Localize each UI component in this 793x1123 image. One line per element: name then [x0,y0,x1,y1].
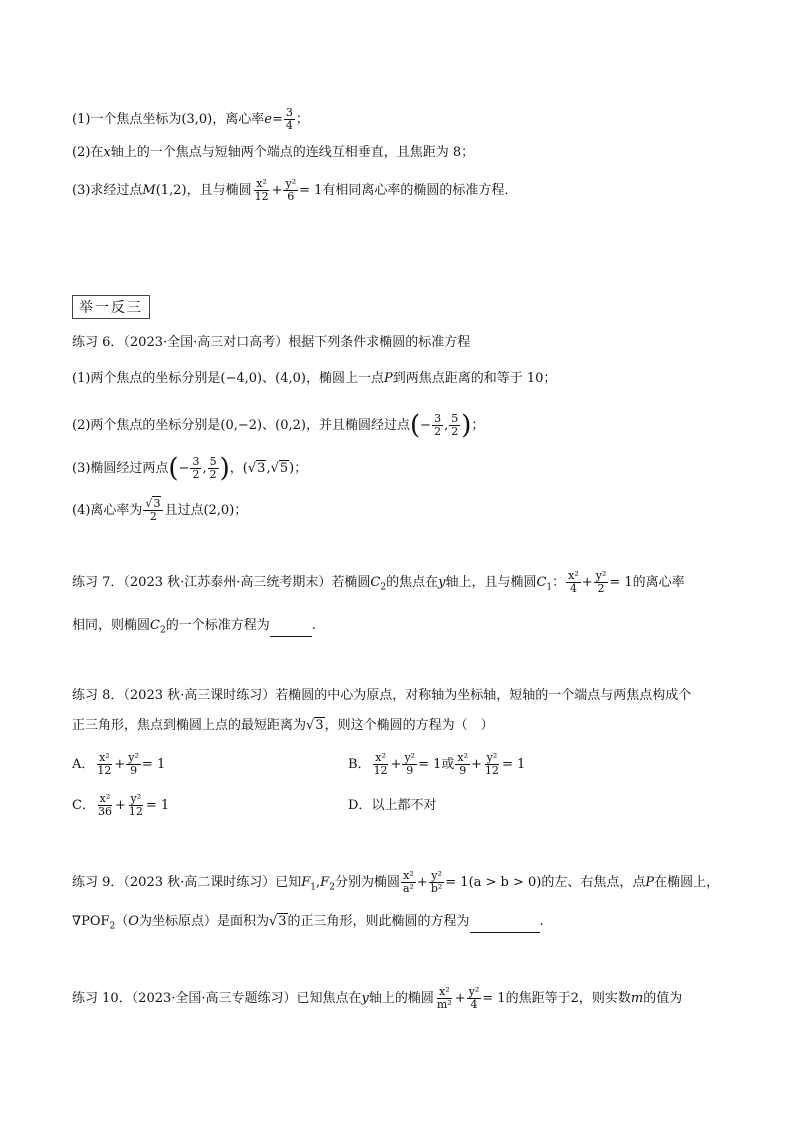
answer-blank [270,616,312,637]
den: 2 [209,468,217,481]
den: 2 [434,425,442,438]
den: 12 [128,805,143,818]
sub: 1 [546,582,553,593]
fraction [190,456,201,481]
den: 2 [149,510,157,523]
text: 到两焦点距离的和等于 10； [392,371,557,386]
num: y² [486,751,498,764]
den: 2 [192,468,200,481]
comma: , [202,461,207,476]
text: ，离心率 [212,112,265,127]
num: 3 [192,455,200,468]
sub: 1 [310,882,317,893]
den: 9 [130,764,138,777]
text: ，并且椭圆经过点 [305,418,410,433]
num: x² [375,751,386,764]
fraction [594,570,609,595]
var-C: C [536,575,547,590]
sqrt-sign: √ [145,497,153,510]
option-a[interactable] [72,752,165,777]
answer-blank [470,912,540,933]
option-label: A． [72,757,95,772]
minus: − [178,461,190,476]
sub: 2 [380,582,387,593]
ex10-line-1 [72,986,682,1011]
eq: = 1 [609,575,633,590]
var-C: C [150,618,160,633]
text: (1)一个焦点坐标为 [72,112,182,127]
den: 4 [569,582,577,595]
var-F: F [301,875,311,890]
var-C: C [370,575,381,590]
condition: = 1(a > b > 0) [445,875,542,890]
prev-item-2 [72,143,474,163]
fraction [435,986,454,1011]
den: 12 [97,764,112,777]
ex6-item-3 [72,453,308,484]
text: 轴上的椭圆 [368,991,434,1006]
comma: , [316,875,321,890]
plus: + [454,991,466,1006]
text: （ [115,914,129,929]
text: 练习 10．（2023·全国·高三专题练习）已知焦点在 [72,991,362,1006]
text: 练习 7．（2023 秋·江苏泰州·高三统考期末）若椭圆 [72,575,371,590]
num: x² [457,751,469,764]
num: x² [99,792,111,805]
num: x² [439,985,450,998]
text: ； [295,112,309,127]
ex7-line-1 [72,570,685,598]
ex6-item-1 [72,369,556,389]
text: ，则实数 [578,991,631,1006]
num: 5 [209,455,217,468]
den: 12 [484,764,499,777]
var-M: M [142,183,156,198]
text: 分别为椭圆 [334,875,400,890]
or: 或 [441,757,455,772]
point: (0,−2) [220,418,263,433]
option-label: C． [72,798,95,813]
den: b² [430,882,443,895]
num: x² [568,569,579,582]
sep: 、 [262,371,276,386]
text: . [539,914,544,929]
sub: 2 [329,882,335,893]
radicand: 3 [278,914,287,929]
fraction [126,752,141,777]
option-b[interactable] [348,752,525,777]
option-text: 以上都不对 [371,798,437,813]
var-P: P [384,371,393,386]
eq: = 1 [418,757,442,772]
paren-close: ) [461,410,472,441]
plus: + [581,575,593,590]
fraction [127,793,145,818]
text: (3)求经过点 [72,183,143,198]
text: 的正三角形，则此椭圆的方程为 [287,914,470,929]
var-y: y [438,575,446,590]
text: 为坐标原点）是面积为 [138,914,269,929]
prev-item-3 [72,178,517,203]
sqrt-sign: √ [268,914,278,929]
text: (2)两个焦点的坐标分别是 [72,418,221,433]
plus: + [471,757,482,772]
num: y² [130,792,142,805]
point: (2,0) [203,503,235,518]
eq: = 1 [141,757,166,772]
text: 轴上，且与椭圆 [445,575,537,590]
den: a² [402,882,414,895]
den: 2 [451,425,459,438]
fraction [96,793,114,818]
plus: + [271,183,283,198]
ex6-item-4 [72,498,247,523]
fraction [402,752,417,777]
den: 2 [597,582,605,595]
den: 9 [459,764,467,777]
text: 的焦点在 [386,575,439,590]
text: 的值为 [643,991,683,1006]
var-F: F [320,875,330,890]
ex9-line-2 [72,912,544,937]
var-y: y [361,991,369,1006]
sep: ， [229,461,243,476]
fraction [143,498,163,523]
option-label: D． [348,798,372,813]
radicand: 5 [279,461,289,476]
den: 4 [285,119,293,132]
eq: = [271,112,283,127]
radicand: 3 [257,461,266,476]
paren-open: ( [242,461,248,476]
num: x² [403,869,414,882]
eq: = 1 [482,991,506,1006]
paren-close: ) [289,461,295,476]
fraction [284,107,295,132]
point: (1,2) [155,183,187,198]
fraction [449,413,460,438]
text: (2)在 [72,145,104,160]
minus: − [420,418,432,433]
text: 正三角形，焦点到椭圆上点的最短距离为 [72,718,307,733]
eq: = 1 [299,183,323,198]
fraction [95,752,113,777]
comma: , [266,461,271,476]
eq: = 1 [145,798,170,813]
plus: + [390,757,402,772]
den: 12 [254,190,269,203]
ex6-head: 练习 6．（2023·全国·高三对口高考）根据下列条件求椭圆的标准方程 [72,335,471,350]
ex8-line-1: 练习 8．（2023 秋·高三课时练习）若椭圆的中心为原点，对称轴为坐标轴，短轴的一个端点与两焦点构成个 [72,688,692,703]
point: (0,2) [275,418,306,433]
fraction [455,752,470,777]
text: 轴上的一个焦点与短轴两个端点的连线互相垂直，且焦距为 8； [110,145,475,160]
fraction [467,986,482,1011]
num: y² [285,177,297,190]
fraction [283,178,298,203]
num: y² [468,985,480,998]
num: y² [431,869,442,882]
den: 12 [373,764,388,777]
fraction [253,178,271,203]
num: y² [595,569,607,582]
num: x² [99,751,110,764]
text: 的一个标准方程为 [165,618,270,633]
option-label: B． [348,757,371,772]
fraction [483,752,501,777]
text: 且过点 [164,503,204,518]
paren-open: ( [168,453,179,484]
radicand: 3 [153,497,161,510]
text: (4)离心率为 [72,503,143,518]
prev-item-1 [72,107,309,132]
colon: ： [552,575,566,590]
num: y² [128,751,139,764]
fraction [208,456,219,481]
text: ，则这个椭圆的方程为（ ） [324,718,494,733]
sqrt-sign: √ [247,461,257,476]
text: ； [471,418,485,433]
var-e: e [264,112,272,127]
text: 的焦距等于 [505,991,571,1006]
num: 5 [451,412,459,425]
den: 4 [470,998,478,1011]
fraction [401,870,416,895]
text: 练习 9．（2023 秋·高二课时练习）已知 [72,875,302,890]
sqrt-sign: √ [270,461,279,476]
ex8-line-2 [72,716,494,736]
point: (−4,0) [220,371,263,386]
text: ，且与椭圆 [186,183,252,198]
sqrt-sign: √ [306,718,315,733]
fraction [372,752,390,777]
ex6-item-2 [72,410,485,441]
text: 相同，则椭圆 [72,618,151,633]
text: ，椭圆上一点 [305,371,384,386]
var-x: x [103,145,111,160]
text: ； [294,461,308,476]
fraction [432,413,443,438]
plus: + [114,757,126,772]
plus: + [114,798,126,813]
text: ； [234,503,248,518]
var-O: O [128,914,139,929]
ex7-line-2 [72,616,316,641]
sep: 、 [262,418,276,433]
point: (4,0) [275,371,306,386]
var-m: m [630,991,644,1006]
fraction [566,570,581,595]
den: 6 [287,190,295,203]
paren-open: ( [410,410,421,441]
number: 2 [570,991,579,1006]
text: (1)两个焦点的坐标分别是 [72,371,221,386]
text: (3)椭圆经过两点 [72,461,169,476]
num: y² [404,751,416,764]
var-P: P [645,875,655,890]
option-d[interactable] [348,796,436,816]
plus: + [416,875,428,890]
num: 3 [285,106,293,119]
den: 9 [406,764,414,777]
sub: 2 [159,625,166,636]
option-c[interactable] [72,793,169,818]
text: 有相同离心率的椭圆的标准方程． [322,183,518,198]
num: 3 [434,412,442,425]
triangle: ∇POF [72,914,110,929]
eq: = 1 [501,757,526,772]
text: 的离心率 [632,575,685,590]
fraction [429,870,444,895]
num: x² [256,177,267,190]
den: 36 [97,805,112,818]
text: 在椭圆上， [654,875,720,890]
sub: 2 [109,921,116,932]
text: 的左、右焦点，点 [541,875,646,890]
ex9-line-1 [72,870,719,898]
den: m² [436,998,452,1011]
section-tag: 举一反三 [72,295,150,319]
point: (3,0) [181,112,213,127]
comma: , [444,418,449,433]
paren-close: ) [219,453,230,484]
text: . [311,618,316,633]
radicand: 3 [315,718,324,733]
